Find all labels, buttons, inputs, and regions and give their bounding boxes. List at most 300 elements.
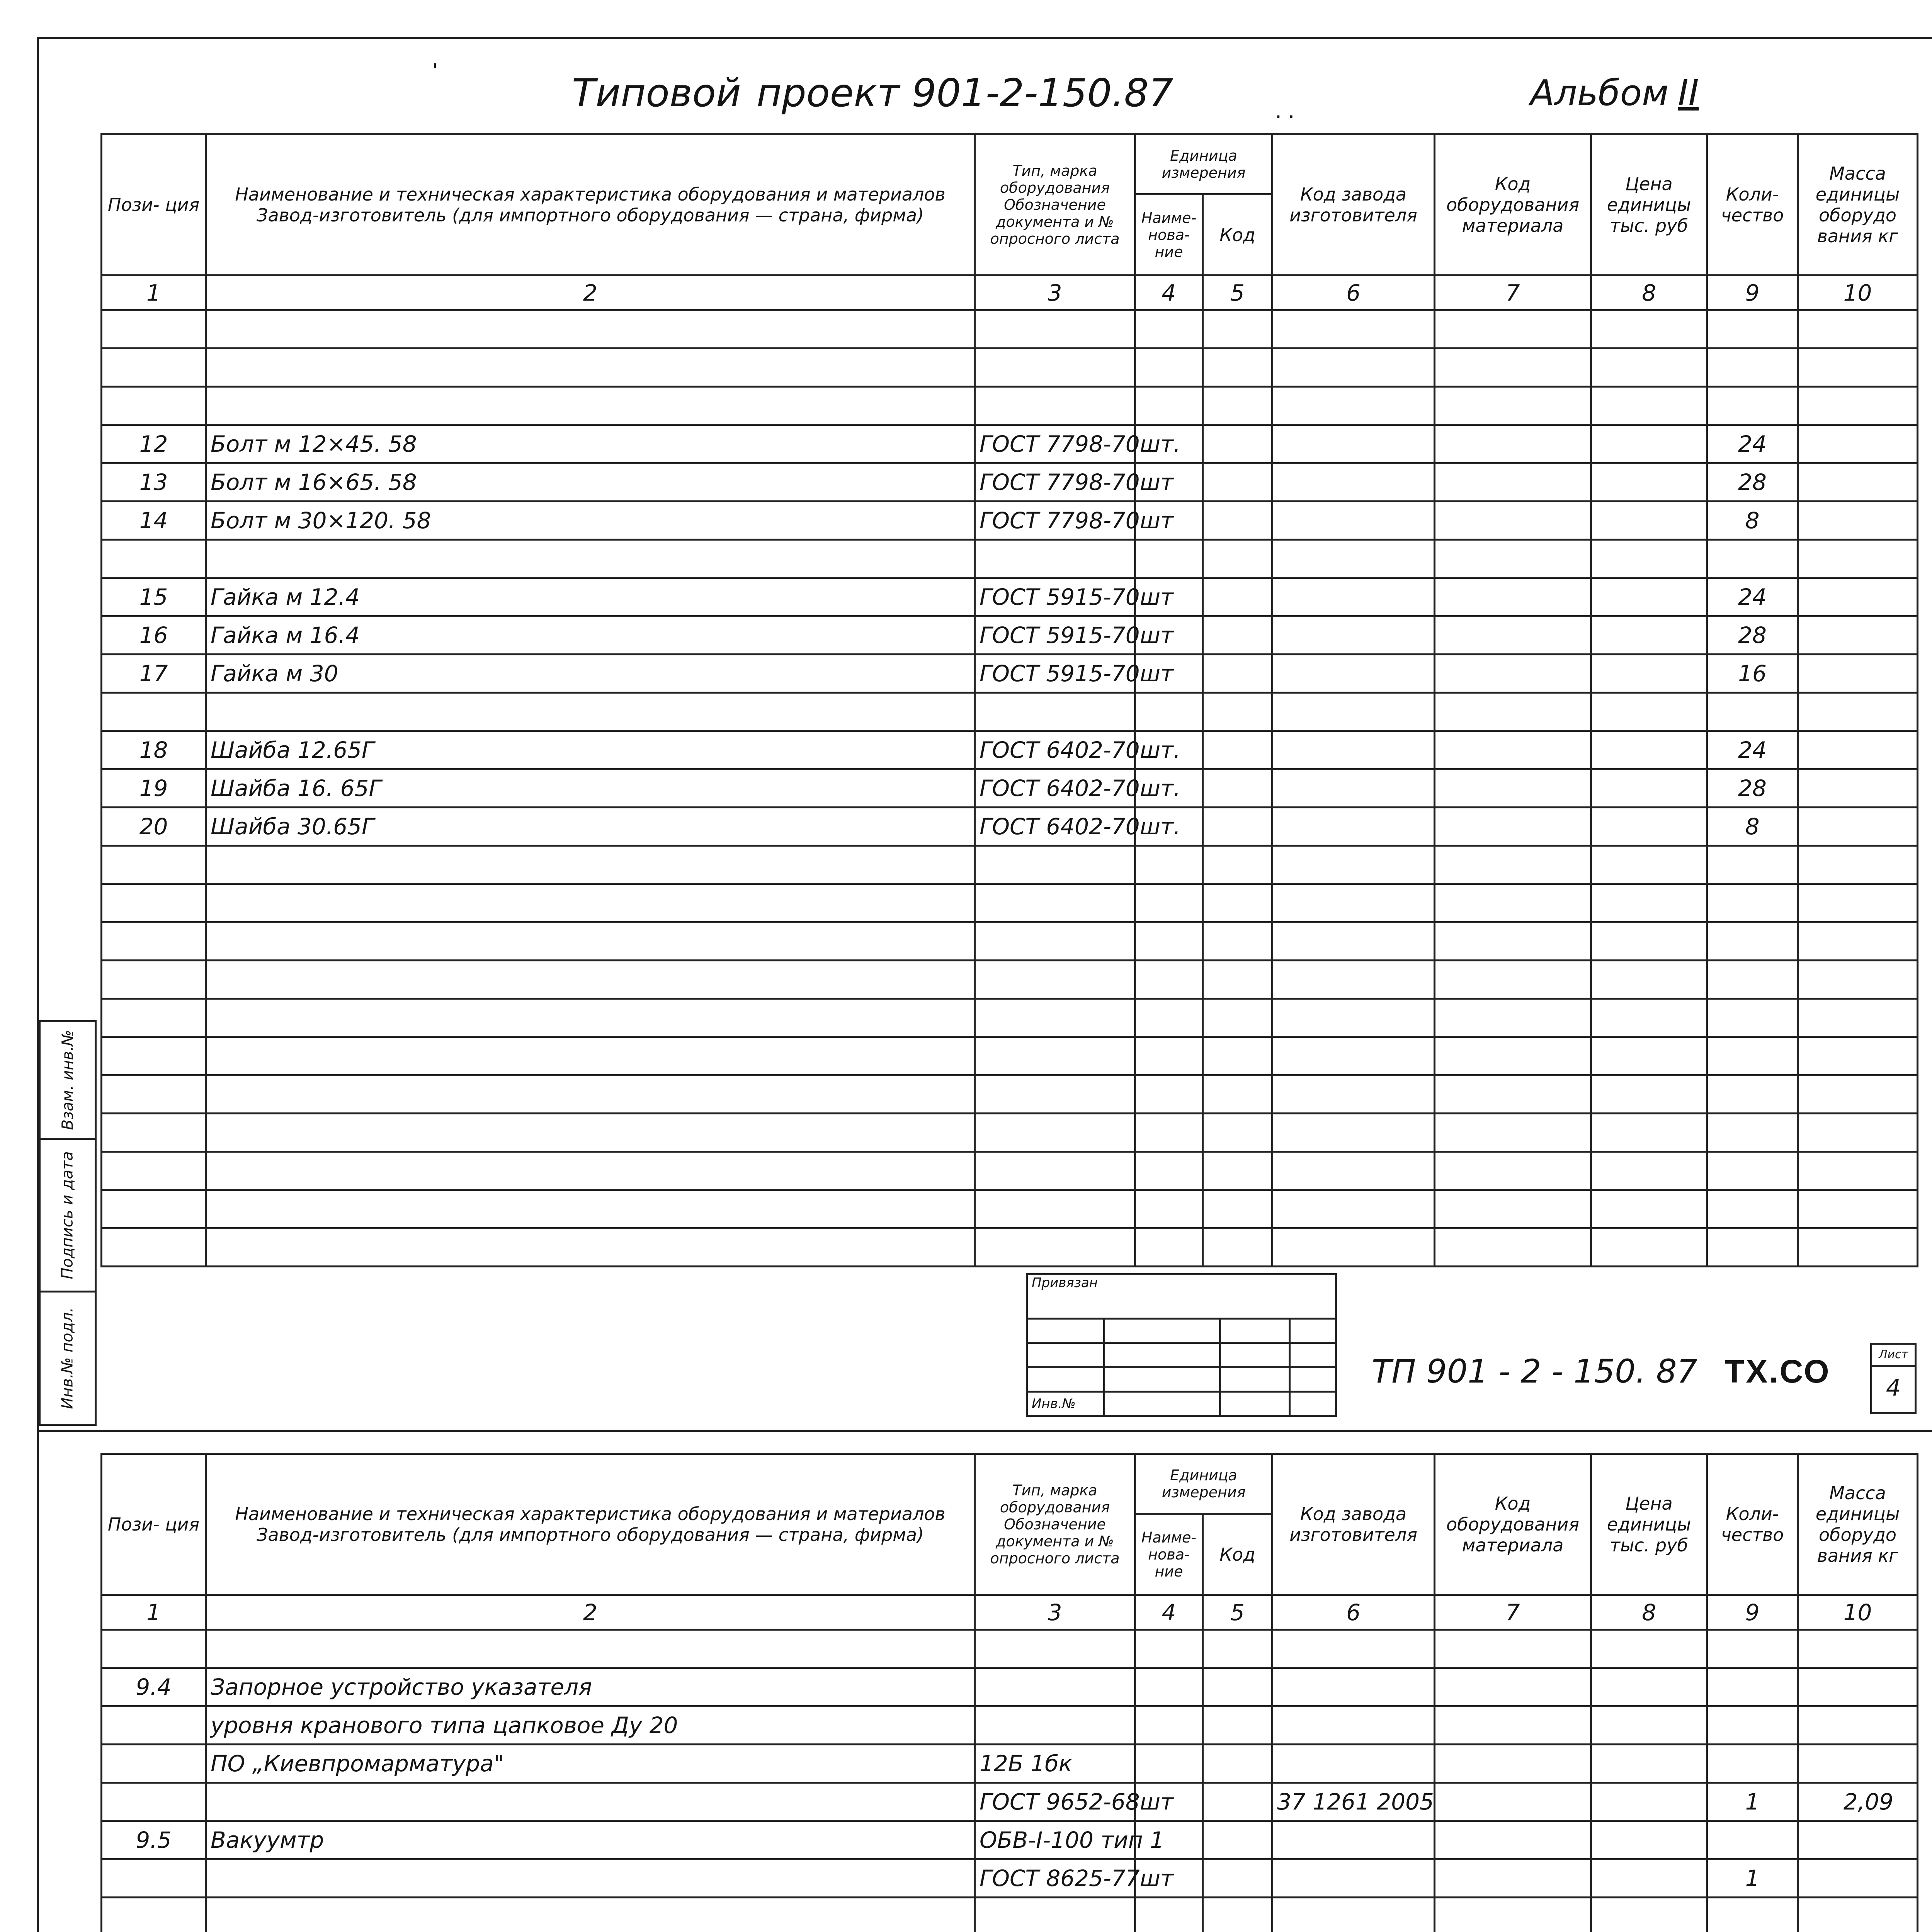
cell-type: ГОСТ 8625-77 bbox=[975, 1859, 1135, 1898]
table-row bbox=[102, 1821, 1918, 1859]
cell-pos: 14 bbox=[102, 502, 206, 540]
table-row bbox=[102, 769, 1918, 808]
cell-name: Вакуумтр bbox=[206, 1821, 975, 1859]
cell-price bbox=[1591, 769, 1707, 808]
table-row bbox=[102, 1859, 1918, 1898]
cell-type bbox=[975, 1114, 1135, 1152]
doc-code: ТП 901 - 2 - 150. 87 bbox=[1372, 1352, 1697, 1390]
cell-unit-code bbox=[1203, 769, 1272, 808]
col-name: Наименование и техническая характеристика оборудования и материалов Завод-изготовитель (для импортного оборудования — страна, фирма) bbox=[206, 134, 975, 276]
cell-qty: 24 bbox=[1707, 578, 1798, 616]
cell-pos: 9.5 bbox=[102, 1821, 206, 1859]
cell-name: ПО „Киевпромарматура" bbox=[206, 1745, 975, 1783]
table-row bbox=[102, 349, 1918, 387]
cell-mass bbox=[1798, 578, 1918, 616]
cell-qty bbox=[1707, 1075, 1798, 1114]
cell-unit bbox=[1135, 884, 1203, 922]
cell-qty: 28 bbox=[1707, 616, 1798, 655]
album-label bbox=[1530, 54, 1699, 131]
cell-type bbox=[975, 1228, 1135, 1267]
cell-unit-code bbox=[1203, 463, 1272, 502]
project-word: Типовой bbox=[572, 70, 741, 116]
cell-type bbox=[975, 961, 1135, 999]
cell-mass bbox=[1798, 655, 1918, 693]
cell-price bbox=[1591, 1706, 1707, 1745]
col-unit-code: Код bbox=[1203, 1514, 1272, 1595]
table-row bbox=[102, 310, 1918, 349]
cell-mass bbox=[1798, 1706, 1918, 1745]
cell-unit-code bbox=[1203, 425, 1272, 463]
cell-price bbox=[1591, 1745, 1707, 1783]
cell-factory-code bbox=[1272, 693, 1435, 731]
cell-pos bbox=[102, 1228, 206, 1267]
col-mass: Масса единицы оборудо вания кг bbox=[1798, 1454, 1918, 1595]
col-factory-code: Код завода изготовителя bbox=[1272, 1454, 1435, 1595]
cell-equipment-code bbox=[1435, 1114, 1591, 1152]
col-num-6: 6 bbox=[1272, 1595, 1435, 1630]
cell-type bbox=[975, 1037, 1135, 1075]
cell-unit bbox=[1135, 693, 1203, 731]
cell-unit bbox=[1135, 999, 1203, 1037]
side-inv-exchange: Взам. инв.№ bbox=[59, 1030, 77, 1130]
cell-type bbox=[975, 884, 1135, 922]
col-num-5: 5 bbox=[1203, 1595, 1272, 1630]
cell-mass bbox=[1798, 1190, 1918, 1228]
table-row bbox=[102, 1745, 1918, 1783]
doc-code-top bbox=[1372, 1352, 1831, 1390]
cell-pos bbox=[102, 961, 206, 999]
cell-price bbox=[1591, 731, 1707, 769]
table-row bbox=[102, 693, 1918, 731]
cell-name: Гайка м 30 bbox=[206, 655, 975, 693]
side-inv-orig: Инв.№ подл. bbox=[59, 1307, 77, 1409]
cell-name bbox=[206, 999, 975, 1037]
cell-name: Шайба 12.65Г bbox=[206, 731, 975, 769]
cell-equipment-code bbox=[1435, 1668, 1591, 1706]
cell-name: Запорное устройство указателя bbox=[206, 1668, 975, 1706]
cell-type bbox=[975, 349, 1135, 387]
cell-mass bbox=[1798, 1114, 1918, 1152]
inv-label: Инв.№ bbox=[1027, 1392, 1104, 1416]
cell-factory-code bbox=[1272, 1114, 1435, 1152]
cell-type bbox=[975, 1152, 1135, 1190]
cell-qty bbox=[1707, 1668, 1798, 1706]
cell-qty bbox=[1707, 1706, 1798, 1745]
cell-price bbox=[1591, 1630, 1707, 1668]
cell-factory-code bbox=[1272, 1190, 1435, 1228]
cell-unit bbox=[1135, 1706, 1203, 1745]
cell-factory-code bbox=[1272, 961, 1435, 999]
col-num-8: 8 bbox=[1591, 276, 1707, 310]
cell-pos bbox=[102, 1859, 206, 1898]
album-number: II bbox=[1678, 72, 1699, 114]
sheet-divider bbox=[37, 1430, 1932, 1432]
cell-unit-code bbox=[1203, 655, 1272, 693]
cell-unit: шт. bbox=[1135, 808, 1203, 846]
cell-factory-code bbox=[1272, 1745, 1435, 1783]
cell-mass bbox=[1798, 999, 1918, 1037]
cell-qty bbox=[1707, 961, 1798, 999]
table-row bbox=[102, 731, 1918, 769]
table-row bbox=[102, 387, 1918, 425]
sheet-label: Лист bbox=[1872, 1345, 1915, 1367]
cell-equipment-code bbox=[1435, 769, 1591, 808]
cell-qty bbox=[1707, 999, 1798, 1037]
cell-factory-code bbox=[1272, 808, 1435, 846]
table-row bbox=[102, 1037, 1918, 1075]
cell-mass bbox=[1798, 463, 1918, 502]
cell-name bbox=[206, 846, 975, 884]
cell-unit-code bbox=[1203, 387, 1272, 425]
cell-name bbox=[206, 961, 975, 999]
cell-pos: 9.4 bbox=[102, 1668, 206, 1706]
cell-unit bbox=[1135, 922, 1203, 961]
col-num-10: 10 bbox=[1798, 276, 1918, 310]
table-row bbox=[102, 999, 1918, 1037]
table-row bbox=[102, 540, 1918, 578]
cell-equipment-code bbox=[1435, 1821, 1591, 1859]
cell-qty bbox=[1707, 1228, 1798, 1267]
cell-price bbox=[1591, 693, 1707, 731]
cell-price bbox=[1591, 884, 1707, 922]
cell-mass bbox=[1798, 961, 1918, 999]
cell-unit bbox=[1135, 1114, 1203, 1152]
cell-unit bbox=[1135, 310, 1203, 349]
cell-factory-code bbox=[1272, 387, 1435, 425]
cell-unit-code bbox=[1203, 1783, 1272, 1821]
cell-qty: 16 bbox=[1707, 655, 1798, 693]
table-row bbox=[102, 1152, 1918, 1190]
cell-type bbox=[975, 693, 1135, 731]
cell-qty bbox=[1707, 387, 1798, 425]
cell-mass bbox=[1798, 808, 1918, 846]
cell-price bbox=[1591, 578, 1707, 616]
cell-mass bbox=[1798, 310, 1918, 349]
cell-unit-code bbox=[1203, 578, 1272, 616]
project-title bbox=[572, 54, 1173, 131]
cell-qty bbox=[1707, 1898, 1798, 1932]
cell-unit bbox=[1135, 1228, 1203, 1267]
col-num-9: 9 bbox=[1707, 1595, 1798, 1630]
cell-factory-code bbox=[1272, 502, 1435, 540]
cell-factory-code bbox=[1272, 616, 1435, 655]
col-num-7: 7 bbox=[1435, 1595, 1591, 1630]
table-row bbox=[102, 808, 1918, 846]
cell-unit-code bbox=[1203, 1037, 1272, 1075]
cell-mass bbox=[1798, 1898, 1918, 1932]
cell-type: ГОСТ 6402-70 bbox=[975, 731, 1135, 769]
cell-unit-code bbox=[1203, 310, 1272, 349]
cell-price bbox=[1591, 502, 1707, 540]
col-factory-code: Код завода изготовителя bbox=[1272, 134, 1435, 276]
cell-factory-code bbox=[1272, 846, 1435, 884]
cell-unit bbox=[1135, 1075, 1203, 1114]
cell-equipment-code bbox=[1435, 310, 1591, 349]
table-row bbox=[102, 884, 1918, 922]
col-mass: Масса единицы оборудо вания кг bbox=[1798, 134, 1918, 276]
cell-unit-code bbox=[1203, 1114, 1272, 1152]
cell-name bbox=[206, 1228, 975, 1267]
col-unit-group: Единица измерения bbox=[1135, 1454, 1272, 1514]
cell-factory-code bbox=[1272, 425, 1435, 463]
table-row bbox=[102, 1114, 1918, 1152]
cell-equipment-code bbox=[1435, 693, 1591, 731]
cell-name: Шайба 30.65Г bbox=[206, 808, 975, 846]
cell-unit-code bbox=[1203, 846, 1272, 884]
cell-pos bbox=[102, 922, 206, 961]
cell-type: ГОСТ 6402-70 bbox=[975, 808, 1135, 846]
cell-pos: 20 bbox=[102, 808, 206, 846]
cell-factory-code bbox=[1272, 769, 1435, 808]
cell-mass bbox=[1798, 1745, 1918, 1783]
table-row bbox=[102, 922, 1918, 961]
col-num-2: 2 bbox=[206, 276, 975, 310]
cell-pos bbox=[102, 1114, 206, 1152]
col-num-4: 4 bbox=[1135, 1595, 1203, 1630]
cell-unit-code bbox=[1203, 731, 1272, 769]
cell-unit-code bbox=[1203, 1668, 1272, 1706]
cell-mass bbox=[1798, 1075, 1918, 1114]
cell-pos bbox=[102, 1630, 206, 1668]
cell-qty bbox=[1707, 1630, 1798, 1668]
cell-type bbox=[975, 1706, 1135, 1745]
cell-equipment-code bbox=[1435, 1228, 1591, 1267]
cell-equipment-code bbox=[1435, 846, 1591, 884]
cell-name: Шайба 16. 65Г bbox=[206, 769, 975, 808]
cell-qty bbox=[1707, 349, 1798, 387]
cell-factory-code bbox=[1272, 1630, 1435, 1668]
table-row bbox=[102, 616, 1918, 655]
cell-price bbox=[1591, 1190, 1707, 1228]
cell-mass bbox=[1798, 922, 1918, 961]
cell-equipment-code bbox=[1435, 1190, 1591, 1228]
cell-equipment-code bbox=[1435, 349, 1591, 387]
cell-pos: 18 bbox=[102, 731, 206, 769]
cell-equipment-code bbox=[1435, 502, 1591, 540]
cell-qty bbox=[1707, 310, 1798, 349]
cell-pos bbox=[102, 1783, 206, 1821]
cell-factory-code bbox=[1272, 655, 1435, 693]
cell-mass bbox=[1798, 425, 1918, 463]
cell-factory-code bbox=[1272, 731, 1435, 769]
col-unit-name: Наиме- нова- ние bbox=[1135, 194, 1203, 276]
col-unit-group: Единица измерения bbox=[1135, 134, 1272, 194]
cell-type: ГОСТ 5915-70 bbox=[975, 655, 1135, 693]
cell-factory-code bbox=[1272, 884, 1435, 922]
cell-price bbox=[1591, 922, 1707, 961]
cell-name bbox=[206, 1898, 975, 1932]
cell-equipment-code bbox=[1435, 463, 1591, 502]
cell-unit bbox=[1135, 387, 1203, 425]
table-row bbox=[102, 1228, 1918, 1267]
cell-unit: шт bbox=[1135, 1859, 1203, 1898]
cell-equipment-code bbox=[1435, 425, 1591, 463]
cell-type: ГОСТ 9652-68 bbox=[975, 1783, 1135, 1821]
doc-section: ТХ.СО bbox=[1725, 1353, 1831, 1389]
cell-price bbox=[1591, 1075, 1707, 1114]
bound-label: Привязан bbox=[1027, 1274, 1336, 1319]
cell-unit-code bbox=[1203, 808, 1272, 846]
cell-price bbox=[1591, 1037, 1707, 1075]
cell-mass bbox=[1798, 502, 1918, 540]
cell-equipment-code bbox=[1435, 1152, 1591, 1190]
cell-name bbox=[206, 310, 975, 349]
cell-equipment-code bbox=[1435, 922, 1591, 961]
cell-unit-code bbox=[1203, 1228, 1272, 1267]
cell-unit-code bbox=[1203, 1152, 1272, 1190]
cell-price bbox=[1591, 540, 1707, 578]
cell-mass bbox=[1798, 387, 1918, 425]
cell-name bbox=[206, 1152, 975, 1190]
cell-unit: шт bbox=[1135, 655, 1203, 693]
col-type: Тип, марка оборудования Обозначение документа и № опросного листа bbox=[975, 134, 1135, 276]
col-equipment-code: Код оборудования материала bbox=[1435, 134, 1591, 276]
table-row bbox=[102, 655, 1918, 693]
cell-type bbox=[975, 1190, 1135, 1228]
cell-mass bbox=[1798, 540, 1918, 578]
cell-price bbox=[1591, 808, 1707, 846]
cell-price bbox=[1591, 655, 1707, 693]
cell-factory-code bbox=[1272, 349, 1435, 387]
cell-unit bbox=[1135, 961, 1203, 999]
cell-unit bbox=[1135, 1745, 1203, 1783]
cell-unit bbox=[1135, 1630, 1203, 1668]
cell-price bbox=[1591, 1783, 1707, 1821]
cell-mass bbox=[1798, 1228, 1918, 1267]
cell-equipment-code bbox=[1435, 1706, 1591, 1745]
cell-qty: 1 bbox=[1707, 1783, 1798, 1821]
cell-equipment-code bbox=[1435, 999, 1591, 1037]
cell-equipment-code bbox=[1435, 808, 1591, 846]
col-pos: Пози- ция bbox=[102, 134, 206, 276]
col-type: Тип, марка оборудования Обозначение документа и № опросного листа bbox=[975, 1454, 1135, 1595]
col-num-4: 4 bbox=[1135, 276, 1203, 310]
cell-name bbox=[206, 884, 975, 922]
cell-pos bbox=[102, 1037, 206, 1075]
cell-equipment-code bbox=[1435, 616, 1591, 655]
cell-mass bbox=[1798, 769, 1918, 808]
cell-name bbox=[206, 1037, 975, 1075]
cell-name bbox=[206, 1190, 975, 1228]
cell-pos bbox=[102, 1190, 206, 1228]
cell-equipment-code bbox=[1435, 1630, 1591, 1668]
cell-mass bbox=[1798, 884, 1918, 922]
cell-equipment-code bbox=[1435, 1075, 1591, 1114]
cell-name bbox=[206, 1630, 975, 1668]
cell-pos bbox=[102, 1745, 206, 1783]
cell-unit: шт bbox=[1135, 502, 1203, 540]
cell-unit bbox=[1135, 1152, 1203, 1190]
col-num-9: 9 bbox=[1707, 276, 1798, 310]
col-num-8: 8 bbox=[1591, 1595, 1707, 1630]
cell-type bbox=[975, 1668, 1135, 1706]
dots-mark: . . bbox=[1275, 97, 1295, 123]
cell-pos bbox=[102, 1898, 206, 1932]
col-num-7: 7 bbox=[1435, 276, 1591, 310]
cell-type: ГОСТ 7798-70 bbox=[975, 425, 1135, 463]
cell-price bbox=[1591, 616, 1707, 655]
cell-unit-code bbox=[1203, 693, 1272, 731]
side-sign-date: Подпись и дата bbox=[59, 1151, 77, 1279]
col-qty: Коли- чество bbox=[1707, 134, 1798, 276]
cell-unit-code bbox=[1203, 1706, 1272, 1745]
table-row bbox=[102, 846, 1918, 884]
cell-factory-code bbox=[1272, 1228, 1435, 1267]
cell-name bbox=[206, 1114, 975, 1152]
cell-unit-code bbox=[1203, 922, 1272, 961]
cell-qty bbox=[1707, 1152, 1798, 1190]
table-row bbox=[102, 502, 1918, 540]
cell-qty bbox=[1707, 1037, 1798, 1075]
table-row bbox=[102, 425, 1918, 463]
cell-unit-code bbox=[1203, 961, 1272, 999]
cell-equipment-code bbox=[1435, 387, 1591, 425]
cell-price bbox=[1591, 1821, 1707, 1859]
cell-price bbox=[1591, 999, 1707, 1037]
table-row bbox=[102, 1075, 1918, 1114]
cell-price bbox=[1591, 349, 1707, 387]
cell-qty bbox=[1707, 922, 1798, 961]
cell-type bbox=[975, 310, 1135, 349]
cell-name bbox=[206, 1783, 975, 1821]
col-price: Цена единицы тыс. руб bbox=[1591, 134, 1707, 276]
cell-price bbox=[1591, 310, 1707, 349]
cell-equipment-code bbox=[1435, 731, 1591, 769]
cell-factory-code bbox=[1272, 922, 1435, 961]
cell-price bbox=[1591, 1898, 1707, 1932]
cell-qty: 1 bbox=[1707, 1859, 1798, 1898]
cell-mass bbox=[1798, 693, 1918, 731]
col-num-1: 1 bbox=[102, 276, 206, 310]
col-num-1: 1 bbox=[102, 1595, 206, 1630]
cell-unit bbox=[1135, 349, 1203, 387]
cell-pos bbox=[102, 349, 206, 387]
cell-qty bbox=[1707, 1745, 1798, 1783]
cell-factory-code bbox=[1272, 1152, 1435, 1190]
col-num-10: 10 bbox=[1798, 1595, 1918, 1630]
cell-pos bbox=[102, 1075, 206, 1114]
side-stamp-top bbox=[39, 1020, 97, 1426]
col-num-3: 3 bbox=[975, 1595, 1135, 1630]
cell-equipment-code bbox=[1435, 1037, 1591, 1075]
col-num-3: 3 bbox=[975, 276, 1135, 310]
cell-qty bbox=[1707, 1190, 1798, 1228]
cell-name bbox=[206, 922, 975, 961]
col-unit-name: Наиме- нова- ние bbox=[1135, 1514, 1203, 1595]
cell-price bbox=[1591, 425, 1707, 463]
cell-equipment-code bbox=[1435, 578, 1591, 616]
cell-qty: 28 bbox=[1707, 463, 1798, 502]
cell-pos: 19 bbox=[102, 769, 206, 808]
cell-type: ГОСТ 5915-70 bbox=[975, 578, 1135, 616]
cell-unit bbox=[1135, 1668, 1203, 1706]
cell-qty bbox=[1707, 1114, 1798, 1152]
cell-type: 12Б 1бк bbox=[975, 1745, 1135, 1783]
cell-type bbox=[975, 540, 1135, 578]
table-row bbox=[102, 1783, 1918, 1821]
cell-factory-code bbox=[1272, 1668, 1435, 1706]
cell-factory-code bbox=[1272, 1821, 1435, 1859]
cell-qty: 24 bbox=[1707, 425, 1798, 463]
cell-factory-code bbox=[1272, 578, 1435, 616]
cell-price bbox=[1591, 463, 1707, 502]
cell-equipment-code bbox=[1435, 1898, 1591, 1932]
cell-pos: 13 bbox=[102, 463, 206, 502]
cell-type: ГОСТ 7798-70 bbox=[975, 463, 1135, 502]
table-row bbox=[102, 1190, 1918, 1228]
cell-price bbox=[1591, 1152, 1707, 1190]
col-name: Наименование и техническая характеристика оборудования и материалов Завод-изготовитель (для импортного оборудования — страна, фирма) bbox=[206, 1454, 975, 1595]
